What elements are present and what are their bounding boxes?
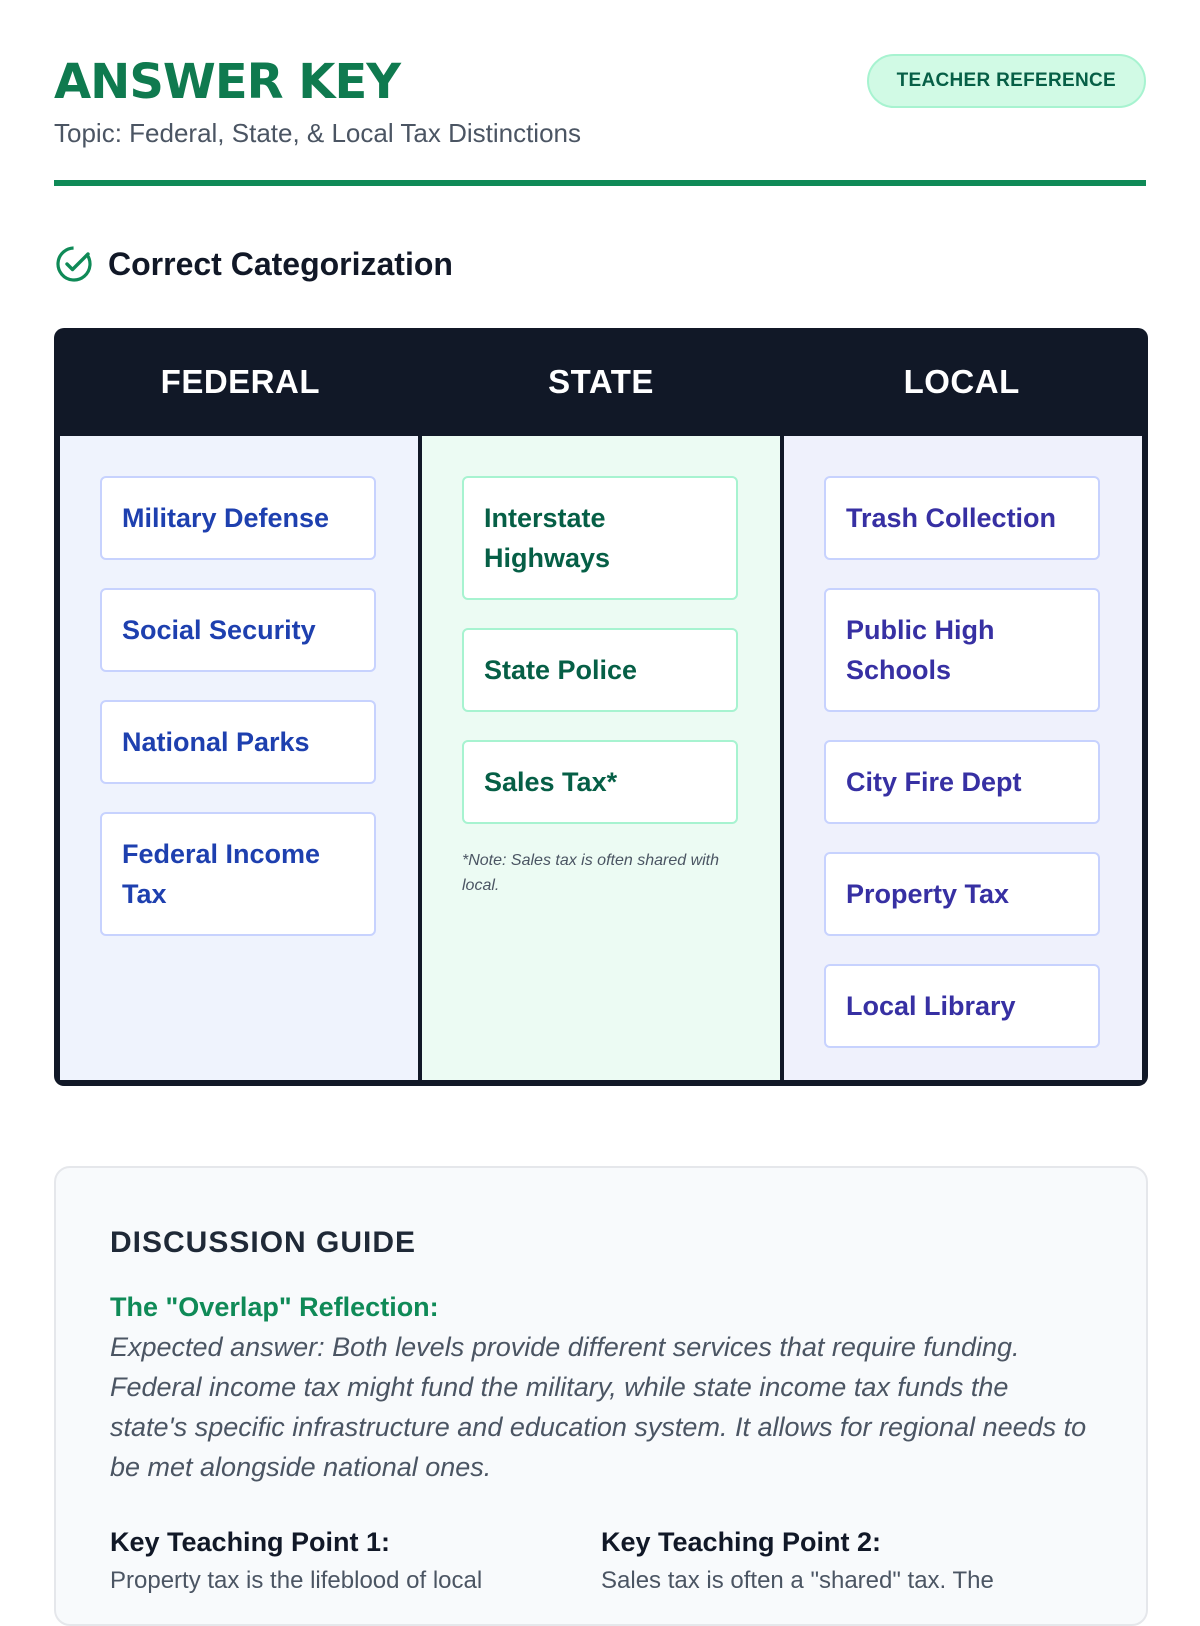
categorization-board [54, 328, 1148, 1086]
section-heading [54, 244, 453, 284]
teaching-point-2 [601, 1527, 1092, 1598]
reflection-answer: Expected answer: Both levels provide different services that require funding. Federal income tax might fund the military, while state income tax funds the state's specific infrastructure and education system. It allows for regional needs to be met alongside national ones. [110, 1332, 1087, 1482]
sales-tax-note: *Note: Sales tax is often shared with local. [462, 852, 720, 894]
check-circle-icon [54, 244, 94, 284]
board-header-row [60, 328, 1142, 436]
federal-card: Military Defense [100, 476, 376, 560]
state-card: Interstate Highways [462, 476, 738, 600]
teaching-point-2-heading: Key Teaching Point 2: [601, 1527, 882, 1557]
local-column [784, 436, 1142, 1080]
section-title: Correct Categorization [108, 245, 453, 282]
teacher-reference-badge: TEACHER REFERENCE [867, 54, 1146, 108]
local-card: Public High Schools [824, 588, 1100, 712]
page-title: ANSWER KEY [54, 54, 401, 110]
federal-heading: FEDERAL [160, 363, 320, 400]
teaching-point-1-body: Property tax is the lifeblood of local [110, 1567, 483, 1594]
discussion-guide [54, 1166, 1148, 1626]
teaching-point-1 [110, 1527, 601, 1598]
page-subtitle: Topic: Federal, State, & Local Tax Distinctions [54, 118, 581, 148]
state-heading: STATE [548, 363, 654, 400]
federal-column [60, 436, 418, 1080]
local-heading: LOCAL [903, 363, 1020, 400]
federal-card: National Parks [100, 700, 376, 784]
teaching-points [110, 1527, 1092, 1598]
local-card: Property Tax [824, 852, 1100, 936]
local-card: City Fire Dept [824, 740, 1100, 824]
local-card: Local Library [824, 964, 1100, 1048]
state-card: Sales Tax* [462, 740, 738, 824]
local-card: Trash Collection [824, 476, 1100, 560]
header-divider [54, 180, 1146, 186]
state-column [422, 436, 780, 1080]
federal-card: Social Security [100, 588, 376, 672]
reflection-heading: The "Overlap" Reflection: [110, 1292, 439, 1322]
teaching-point-1-heading: Key Teaching Point 1: [110, 1527, 391, 1557]
state-card: State Police [462, 628, 738, 712]
guide-title: DISCUSSION GUIDE [110, 1226, 417, 1259]
board-columns [60, 436, 1142, 1080]
teaching-point-2-body: Sales tax is often a "shared" tax. The [601, 1567, 994, 1594]
federal-card: Federal Income Tax [100, 812, 376, 936]
page-header [54, 0, 1146, 190]
